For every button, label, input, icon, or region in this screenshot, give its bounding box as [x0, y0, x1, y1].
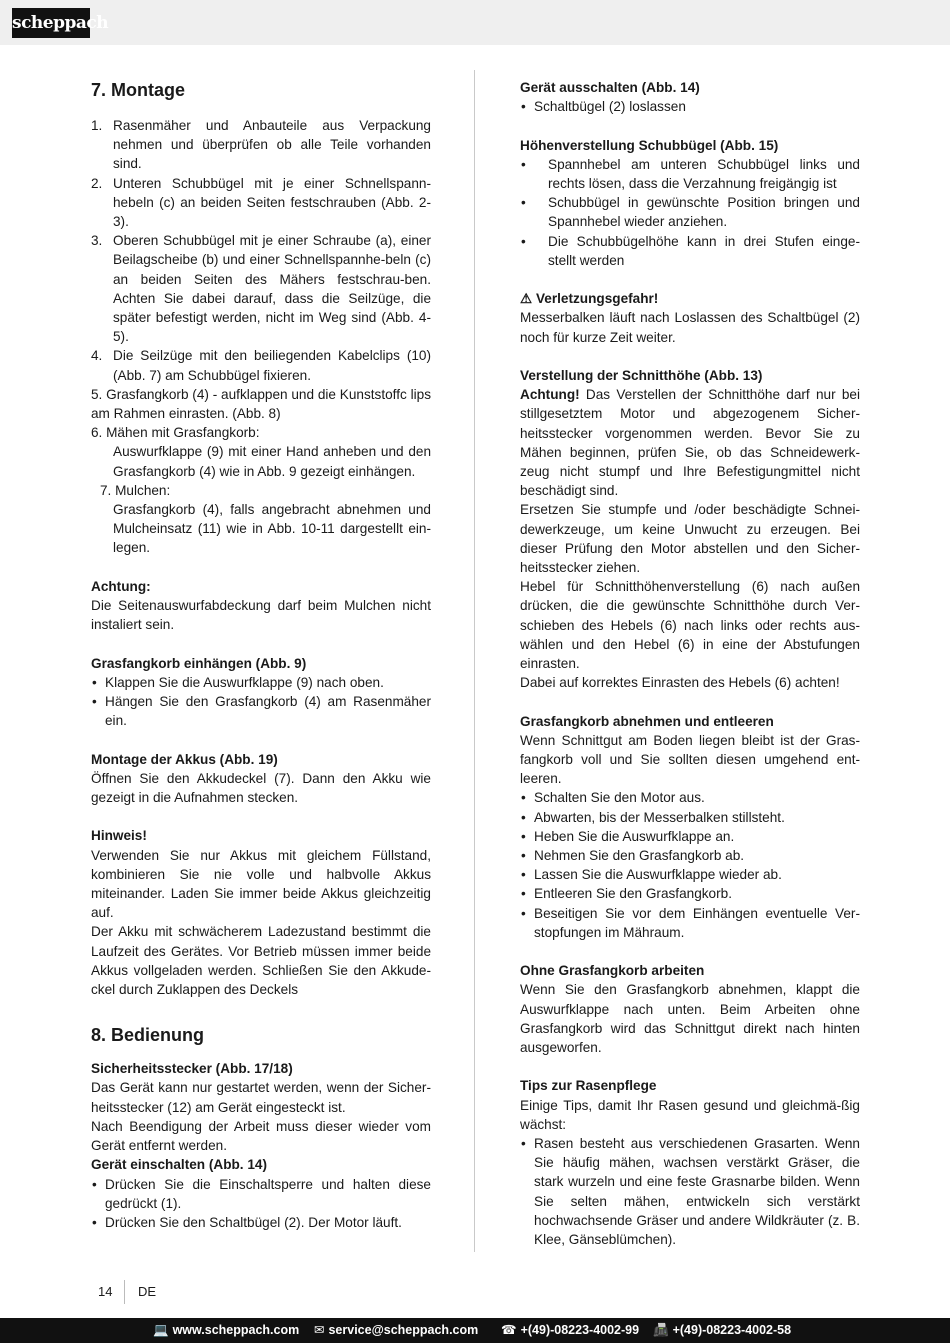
schnitt-lead: Achtung!: [520, 387, 580, 403]
ohne-title: Ohne Grasfangkorb arbeiten: [520, 963, 705, 979]
list-item: 2. Unteren Schubbügel mit je einer Schnellspann-hebeln (c) an beiden Seiten festschrauben (Abb. 2-3).: [91, 175, 431, 230]
schnitt-paragraph-1: Achtung! Das Verstellen der Schnitthöhe darf nur bei stillgesetztem Motor und abgezogenem Sicher-heitsstecker vorgenommen werden. Bevor Sie zu Mähen beginnen, prüfen Sie, ob das Schneidewerk-zeug nicht stumpf und Ihre Befestigungmittel nicht beschädigt sind.: [520, 387, 860, 499]
contact-fax[interactable]: 📠 +(49)-08223-4002-58: [653, 1323, 792, 1337]
schnitt-paragraph-4: Dabei auf korrektes Einrasten des Hebels (6) achten!: [520, 675, 840, 691]
schnitt-title: Verstellung der Schnitthöhe (Abb. 13): [520, 368, 763, 383]
sicherheit-paragraph-2: Nach Beendigung der Arbeit muss dieser wieder vom Gerät entfernt werden.: [91, 1118, 431, 1154]
ohne-text: Wenn Sie den Grasfangkorb abnehmen, klappt die Auswurfklappe nach unten. Beim Arbeiten ohne Grasfangkorb wird das Schnittgut direkt nach hinten ausgeworfen.: [520, 982, 860, 1056]
phone-icon: ☎: [501, 1323, 517, 1337]
language-code: DE: [138, 1284, 157, 1299]
einhaengen-title: Grasfangkorb einhängen (Abb. 9): [91, 655, 307, 671]
ausschalten-list: [520, 97, 860, 116]
header-bar: [0, 0, 950, 45]
left-column: [91, 78, 431, 1232]
list-item: 4. Die Seilzüge mit den beiliegenden Kabelclips (10) (Abb. 7) am Schubbügel fixieren.: [91, 348, 431, 383]
list-item: • Rasen besteht aus verschiedenen Grasarten. Wenn Sie häufig mähen, wachsen verstärkt Gräser, die stark wurzeln und eine feste Grasnarbe bilden. Wenn Sie selten mähen, entwickeln sich verstärkt hochwachsende Gräser und andere Wildkräuter (z. B. Klee, Gänseblümchen).: [520, 1134, 860, 1249]
list-item: • Drücken Sie die Einschaltsperre und halten diese gedrückt (1).: [91, 1175, 431, 1213]
list-item: • Drücken Sie den Schaltbügel (2). Der Motor läuft.: [91, 1213, 431, 1232]
section-heading-montage: 7. Montage: [91, 80, 186, 100]
achtung-text: Die Seitenauswurfabdeckung darf beim Mulchen nicht instaliert sein.: [91, 598, 431, 633]
contact-email[interactable]: ✉ service@scheppach.com: [314, 1323, 479, 1337]
list-item: • Entleeren Sie den Grasfangkorb.: [520, 884, 860, 903]
hoehe-list: [520, 155, 860, 270]
montage-steps: [91, 116, 431, 385]
achtung-title: Achtung:: [91, 578, 151, 594]
hinweis-paragraph-1: Verwenden Sie nur Akkus mit gleichem Füllstand, kombinieren Sie nie volle und halbvolle Akkus miteinander. Laden Sie immer beide Akkus gleichzeitig auf.: [91, 847, 431, 921]
scheppach-logo: scheppach: [12, 8, 90, 38]
right-column: [520, 78, 860, 1249]
entleeren-text: Wenn Schnittgut am Boden liegen bleibt ist der Gras-fangkorb voll und Sie sollten diesen umgehend ent-leeren.: [520, 732, 860, 787]
warn-heading: [520, 289, 860, 308]
einhaengen-list: [91, 673, 431, 731]
column-divider: [474, 70, 475, 1252]
sicherheit-paragraph-1: Das Gerät kann nur gestartet werden, wenn der Sicher-heitsstecker (12) am Gerät eingesteckt ist.: [91, 1080, 431, 1115]
hinweis-title: Hinweis!: [91, 828, 147, 844]
contact-phone[interactable]: ☎ +(49)-08223-4002-99: [501, 1323, 640, 1337]
list-item: • Beseitigen Sie vor dem Einhängen eventuelle Ver-stopfungen im Mähraum.: [520, 904, 860, 942]
list-item: 1. Rasenmäher und Anbauteile aus Verpackung nehmen und überprüfen ob alle Teile vorhanden sind.: [91, 118, 431, 172]
contact-bar: [0, 1318, 950, 1343]
schnitt-paragraph-3: Hebel für Schnitthöhenverstellung (6) nach außen drücken, die die gewünschte Schnitthöhe durch Ver-schieben des Hebels (6) nach links oder rechts aus-wählen und den Hebel (6) in eine der Abstufungen einrasten.: [520, 579, 860, 672]
list-item: • Heben Sie die Auswurfklappe an.: [520, 827, 860, 846]
tips-list: [520, 1134, 860, 1249]
akkus-text: Öffnen Sie den Akkudeckel (7). Dann den Akku wie gezeigt in die Aufnahmen stecken.: [91, 770, 431, 806]
warn-text: Messerbalken läuft nach Loslassen des Schaltbügel (2) noch für kurze Zeit weiter.: [520, 310, 860, 345]
einschalten-title: Gerät einschalten (Abb. 14): [91, 1157, 268, 1173]
montage-step-7-head: 7. Mulchen:: [100, 482, 171, 498]
einschalten-list: [91, 1175, 431, 1233]
list-item: • Schaltbügel (2) loslassen: [520, 97, 860, 116]
ausschalten-title: Gerät ausschalten (Abb. 14): [520, 80, 700, 95]
montage-step-7-text: Grasfangkorb (4), falls angebracht abnehmen und Mulcheinsatz (11) wie in Abb. 10-11 dargestellt ein-legen.: [113, 502, 431, 556]
sicherheit-title: Sicherheitsstecker (Abb. 17/18): [91, 1061, 293, 1077]
entleeren-list: [520, 788, 860, 942]
montage-step-5: 5. Grasfangkorb (4) - aufklappen und die Kunststoffc lips am Rahmen einrasten. (Abb. 8): [91, 386, 431, 422]
section-heading-bedienung: 8. Bedienung: [91, 1025, 205, 1046]
contact-web[interactable]: 💻 www.scheppach.com: [153, 1323, 300, 1337]
hinweis-paragraph-2: Der Akku mit schwächerem Ladezustand bestimmt die Laufzeit des Gerätes. Vor Betrieb müssen immer beide Akkus vollgeladen werden. Schließen Sie den Akkude-ckel durch Zuklappen des Deckels: [91, 924, 431, 998]
list-item: 3. Oberen Schubbügel mit je einer Schraube (a), einer Beilagscheibe (b) und einer Schnellspannhe-beln (c) an beiden Seiten des Mähers festschrau-ben. Achten Sie dabei darauf, dass die Seilzüge, die später befestigt werden, nicht im Weg sind (Abb. 4-5).: [91, 233, 431, 345]
akkus-title: Montage der Akkus (Abb. 19): [91, 751, 278, 767]
schnitt-paragraph-2: Ersetzen Sie stumpfe und /oder beschädigte Schnei-dewerkzeuge, um keine Unwucht zu erzeugen. Bei dieser Prüfung den Motor abstellen und den Sicher-heitsstecker ziehen.: [520, 502, 860, 576]
computer-icon: 💻: [153, 1323, 169, 1337]
list-item: • Hängen Sie den Grasfangkorb (4) am Rasenmäher ein.: [91, 692, 431, 730]
warn-title: Verletzungsgefahr!: [535, 291, 659, 307]
page-number: 14: [98, 1284, 113, 1299]
list-item: • Lassen Sie die Auswurfklappe wieder ab.: [520, 865, 860, 884]
hoehe-title: Höhenverstellung Schubbügel (Abb. 15): [520, 137, 779, 153]
footer-divider: [124, 1280, 125, 1304]
montage-step-6-head: 6. Mähen mit Grasfangkorb:: [91, 425, 260, 441]
mail-icon: ✉: [314, 1323, 325, 1337]
list-item: • Die Schubbügelhöhe kann in drei Stufen einge-stellt werden: [520, 232, 860, 270]
entleeren-title: Grasfangkorb abnehmen und entleeren: [520, 713, 774, 729]
list-item: • Schubbügel in gewünschte Position bringen und Spannhebel wieder anziehen.: [520, 193, 860, 231]
list-item: • Klappen Sie die Auswurfklappe (9) nach oben.: [91, 673, 431, 692]
warning-icon: ⚠: [520, 291, 533, 307]
list-item: • Abwarten, bis der Messerbalken stillsteht.: [520, 808, 860, 827]
list-item: • Nehmen Sie den Grasfangkorb ab.: [520, 846, 860, 865]
list-item: • Schalten Sie den Motor aus.: [520, 788, 860, 807]
list-item: • Spannhebel am unteren Schubbügel links und rechts lösen, dass die Verzahnung freigängig ist: [520, 155, 860, 193]
montage-step-6-text: Auswurfklappe (9) mit einer Hand anheben und den Grasfangkorb (4) wie in Abb. 9 gezeigt einhängen.: [113, 444, 431, 479]
tips-title: Tips zur Rasenpflege: [520, 1078, 657, 1094]
tips-text: Einige Tips, damit Ihr Rasen gesund und gleichmä-ßig wächst:: [520, 1097, 860, 1132]
fax-icon: 📠: [653, 1323, 669, 1337]
